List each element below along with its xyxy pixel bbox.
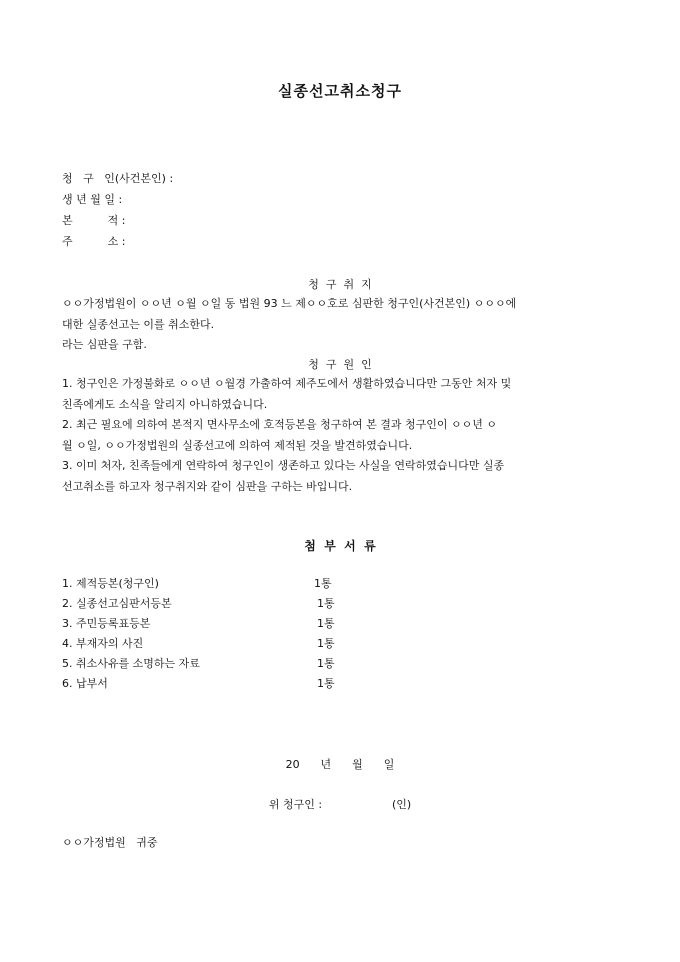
- attachment-item: [62, 634, 362, 654]
- attachment-name: 6. 납부서: [62, 677, 108, 690]
- attachment-qty: 1통: [317, 617, 335, 630]
- cause-line: 1. 청구인은 가정불화로 ㅇㅇ년 ㅇ월경 가출하여 제주도에서 생활하였습니다만 그동안 처자 및: [62, 377, 512, 390]
- court-addressee: ㅇㅇ가정법원 귀중: [62, 836, 158, 849]
- cause-line: 월 ㅇ일, ㅇㅇ가정법원의 실종선고에 의하여 제적된 것을 발견하였습니다.: [62, 438, 413, 452]
- attachment-qty: 1통: [314, 577, 332, 590]
- cause-line: 3. 이미 처자, 친족들에게 연락하여 청구인이 생존하고 있다는 사실을 연락하였습니다만 실종: [62, 459, 505, 472]
- info-row-domicile: 본 적 :: [62, 214, 126, 227]
- purpose-line: 대한 실종선고는 이를 취소한다.: [62, 317, 215, 331]
- attachment-item: [62, 674, 362, 694]
- cause-line: 친족에게도 소식을 알리지 아니하였습니다.: [62, 397, 268, 411]
- cause-line: 2. 최근 필요에 의하여 본적지 면사무소에 호적등본을 청구하여 본 결과 청구인이 ㅇㅇ년 ㅇ: [62, 418, 497, 431]
- attachment-qty: 1통: [317, 637, 335, 650]
- attachment-name: 3. 주민등록표등본: [62, 617, 151, 630]
- attachment-qty: 1통: [317, 657, 335, 670]
- attachments-list: [62, 574, 362, 694]
- cause-paragraph: [62, 374, 622, 497]
- attachment-item: [62, 654, 362, 674]
- attachment-name: 4. 부재자의 사진: [62, 637, 144, 650]
- attachment-name: 1. 제적등본(청구인): [62, 577, 159, 590]
- claimant-signature: 위 청구인 : (인): [268, 798, 412, 811]
- cause-line: 선고취소를 하고자 청구취지와 같이 심판을 구하는 바입니다.: [62, 479, 353, 493]
- attachment-item: [62, 594, 362, 614]
- attachment-item: [62, 574, 362, 594]
- attachment-qty: 1통: [317, 677, 335, 690]
- document-title: 실종선고취소청구: [278, 82, 402, 100]
- purpose-paragraph: [62, 294, 622, 356]
- attachment-item: [62, 614, 362, 634]
- attachment-qty: 1통: [317, 597, 335, 610]
- info-row-address: 주 소 :: [62, 235, 126, 248]
- cause-heading: 청 구 원 인: [308, 358, 372, 371]
- purpose-line: 라는 심판을 구함.: [62, 338, 147, 351]
- purpose-heading: 청 구 취 지: [308, 278, 372, 291]
- info-row-claimant: 청 구 인(사건본인) :: [62, 172, 174, 185]
- attachment-name: 5. 취소사유를 소명하는 자료: [62, 657, 200, 670]
- claimant-info: [62, 168, 173, 252]
- info-row-birthdate: 생 년 월 일 :: [62, 193, 123, 206]
- attachments-heading: 첨 부 서 류: [304, 539, 376, 553]
- purpose-line: ㅇㅇ가정법원이 ㅇㅇ년 ㅇ월 ㅇ일 동 법원 93 느 제ㅇㅇ호로 심판한 청구인(사건본인) ㅇㅇㅇ에: [62, 297, 517, 310]
- attachment-name: 2. 실종선고심판서등본: [62, 597, 172, 610]
- filing-date: 20 년 월 일: [285, 758, 395, 771]
